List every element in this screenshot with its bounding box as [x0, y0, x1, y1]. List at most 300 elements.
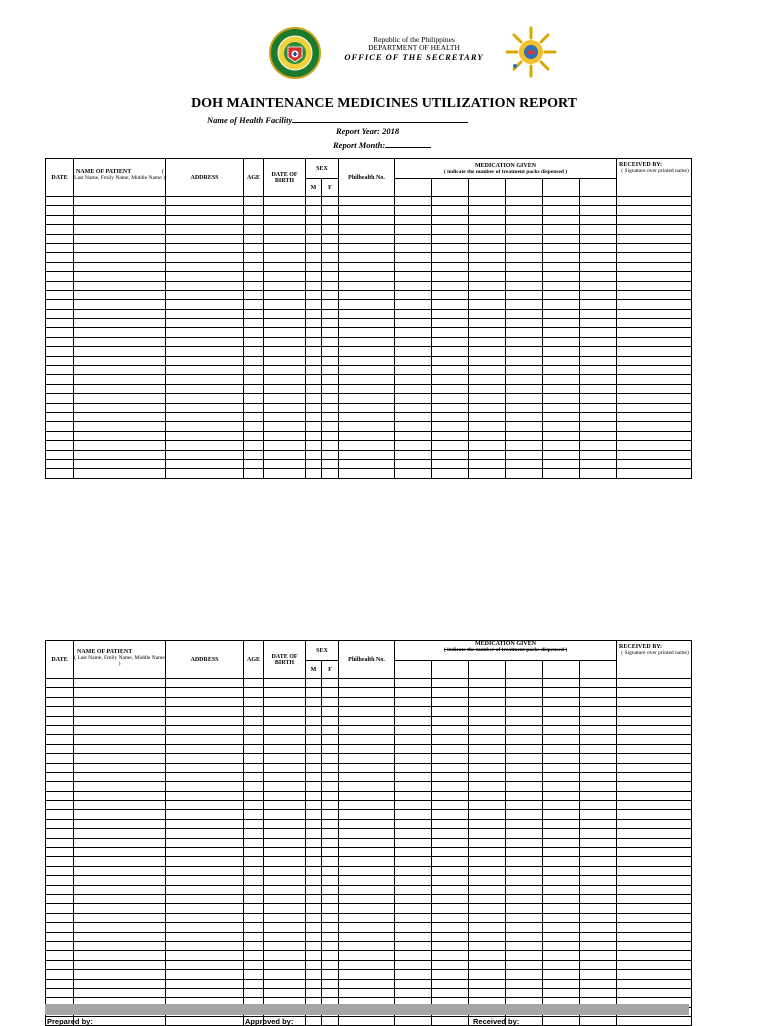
form-cell[interactable]: [432, 951, 469, 960]
form-cell[interactable]: [74, 735, 166, 744]
form-cell[interactable]: [469, 319, 506, 328]
form-cell[interactable]: [306, 885, 322, 894]
form-cell[interactable]: [469, 300, 506, 309]
form-cell[interactable]: [322, 243, 339, 252]
form-cell[interactable]: [244, 469, 264, 478]
form-cell[interactable]: [339, 763, 395, 772]
form-cell[interactable]: [432, 281, 469, 290]
form-cell[interactable]: [166, 403, 244, 412]
form-cell[interactable]: [166, 281, 244, 290]
form-cell[interactable]: [543, 347, 580, 356]
form-cell[interactable]: [580, 300, 617, 309]
form-cell[interactable]: [506, 431, 543, 440]
form-cell[interactable]: [244, 337, 264, 346]
form-cell[interactable]: [322, 735, 339, 744]
form-cell[interactable]: [543, 801, 580, 810]
form-cell[interactable]: [306, 422, 322, 431]
form-cell[interactable]: [264, 848, 306, 857]
form-cell[interactable]: [166, 913, 244, 922]
form-cell[interactable]: [306, 829, 322, 838]
form-cell[interactable]: [506, 970, 543, 979]
form-cell[interactable]: [580, 979, 617, 988]
form-cell[interactable]: [306, 412, 322, 421]
form-cell[interactable]: [322, 866, 339, 875]
form-cell[interactable]: [322, 328, 339, 337]
form-cell[interactable]: [244, 243, 264, 252]
form-cell[interactable]: [395, 697, 432, 706]
form-cell[interactable]: [580, 857, 617, 866]
form-cell[interactable]: [617, 300, 692, 309]
form-cell[interactable]: [543, 782, 580, 791]
form-cell[interactable]: [506, 337, 543, 346]
form-cell[interactable]: [264, 309, 306, 318]
form-cell[interactable]: [617, 772, 692, 781]
form-cell[interactable]: [543, 300, 580, 309]
form-cell[interactable]: [617, 913, 692, 922]
form-cell[interactable]: [264, 810, 306, 819]
form-cell[interactable]: [543, 857, 580, 866]
form-cell[interactable]: [543, 328, 580, 337]
form-cell[interactable]: [264, 716, 306, 725]
form-cell[interactable]: [395, 763, 432, 772]
form-cell[interactable]: [617, 206, 692, 215]
form-cell[interactable]: [46, 904, 74, 913]
form-cell[interactable]: [244, 272, 264, 281]
form-cell[interactable]: [395, 829, 432, 838]
form-cell[interactable]: [264, 801, 306, 810]
form-cell[interactable]: [322, 225, 339, 234]
form-cell[interactable]: [46, 941, 74, 950]
form-cell[interactable]: [74, 441, 166, 450]
form-cell[interactable]: [306, 904, 322, 913]
form-cell[interactable]: [543, 735, 580, 744]
form-cell[interactable]: [264, 688, 306, 697]
form-cell[interactable]: [166, 763, 244, 772]
form-cell[interactable]: [322, 941, 339, 950]
form-cell[interactable]: [469, 328, 506, 337]
form-cell[interactable]: [395, 707, 432, 716]
form-cell[interactable]: [469, 838, 506, 847]
form-cell[interactable]: [580, 459, 617, 468]
form-cell[interactable]: [339, 337, 395, 346]
form-cell[interactable]: [469, 375, 506, 384]
form-cell[interactable]: [46, 366, 74, 375]
form-cell[interactable]: [306, 913, 322, 922]
form-cell[interactable]: [264, 763, 306, 772]
form-cell[interactable]: [543, 412, 580, 421]
form-cell[interactable]: [339, 441, 395, 450]
form-cell[interactable]: [264, 412, 306, 421]
form-cell[interactable]: [617, 688, 692, 697]
form-cell[interactable]: [506, 857, 543, 866]
form-cell[interactable]: [322, 744, 339, 753]
form-cell[interactable]: [617, 754, 692, 763]
form-cell[interactable]: [264, 272, 306, 281]
form-cell[interactable]: [244, 801, 264, 810]
form-cell[interactable]: [506, 941, 543, 950]
form-cell[interactable]: [506, 716, 543, 725]
form-cell[interactable]: [74, 337, 166, 346]
form-cell[interactable]: [395, 309, 432, 318]
form-cell[interactable]: [395, 960, 432, 969]
form-cell[interactable]: [543, 819, 580, 828]
form-cell[interactable]: [432, 894, 469, 903]
form-cell[interactable]: [74, 838, 166, 847]
form-cell[interactable]: [264, 885, 306, 894]
form-cell[interactable]: [469, 735, 506, 744]
form-cell[interactable]: [339, 970, 395, 979]
form-cell[interactable]: [74, 403, 166, 412]
form-cell[interactable]: [322, 754, 339, 763]
form-cell[interactable]: [580, 403, 617, 412]
form-cell[interactable]: [264, 290, 306, 299]
form-cell[interactable]: [580, 866, 617, 875]
form-cell[interactable]: [469, 829, 506, 838]
form-cell[interactable]: [264, 979, 306, 988]
form-cell[interactable]: [580, 412, 617, 421]
form-cell[interactable]: [469, 744, 506, 753]
form-cell[interactable]: [244, 431, 264, 440]
form-cell[interactable]: [395, 441, 432, 450]
form-cell[interactable]: [506, 838, 543, 847]
form-cell[interactable]: [74, 885, 166, 894]
form-cell[interactable]: [264, 253, 306, 262]
form-cell[interactable]: [46, 394, 74, 403]
form-cell[interactable]: [617, 384, 692, 393]
form-cell[interactable]: [322, 913, 339, 922]
form-cell[interactable]: [74, 697, 166, 706]
form-cell[interactable]: [244, 697, 264, 706]
form-cell[interactable]: [322, 725, 339, 734]
form-cell[interactable]: [469, 262, 506, 271]
form-cell[interactable]: [543, 885, 580, 894]
form-cell[interactable]: [322, 988, 339, 997]
form-cell[interactable]: [166, 801, 244, 810]
form-cell[interactable]: [580, 262, 617, 271]
form-cell[interactable]: [339, 272, 395, 281]
form-cell[interactable]: [74, 932, 166, 941]
form-cell[interactable]: [46, 384, 74, 393]
form-cell[interactable]: [432, 707, 469, 716]
form-cell[interactable]: [580, 951, 617, 960]
form-cell[interactable]: [322, 412, 339, 421]
form-cell[interactable]: [74, 782, 166, 791]
form-cell[interactable]: [395, 688, 432, 697]
form-cell[interactable]: [322, 262, 339, 271]
form-cell[interactable]: [46, 688, 74, 697]
form-cell[interactable]: [244, 328, 264, 337]
form-cell[interactable]: [74, 979, 166, 988]
form-cell[interactable]: [395, 422, 432, 431]
form-cell[interactable]: [580, 801, 617, 810]
form-cell[interactable]: [322, 829, 339, 838]
form-cell[interactable]: [306, 234, 322, 243]
form-cell[interactable]: [264, 197, 306, 206]
form-cell[interactable]: [580, 848, 617, 857]
form-cell[interactable]: [306, 782, 322, 791]
form-cell[interactable]: [46, 791, 74, 800]
form-cell[interactable]: [432, 290, 469, 299]
form-cell[interactable]: [46, 300, 74, 309]
form-cell[interactable]: [306, 243, 322, 252]
form-cell[interactable]: [580, 894, 617, 903]
form-cell[interactable]: [469, 243, 506, 252]
form-cell[interactable]: [46, 979, 74, 988]
form-cell[interactable]: [322, 979, 339, 988]
form-cell[interactable]: [339, 234, 395, 243]
form-cell[interactable]: [617, 215, 692, 224]
form-cell[interactable]: [322, 206, 339, 215]
form-cell[interactable]: [46, 772, 74, 781]
form-cell[interactable]: [506, 459, 543, 468]
form-cell[interactable]: [580, 923, 617, 932]
form-cell[interactable]: [617, 725, 692, 734]
form-cell[interactable]: [339, 744, 395, 753]
form-cell[interactable]: [264, 394, 306, 403]
form-cell[interactable]: [244, 932, 264, 941]
form-cell[interactable]: [322, 1017, 339, 1026]
form-cell[interactable]: [244, 829, 264, 838]
form-cell[interactable]: [166, 735, 244, 744]
form-cell[interactable]: [74, 866, 166, 875]
form-cell[interactable]: [506, 791, 543, 800]
form-cell[interactable]: [506, 366, 543, 375]
form-cell[interactable]: [46, 913, 74, 922]
form-cell[interactable]: [506, 707, 543, 716]
form-cell[interactable]: [166, 384, 244, 393]
form-cell[interactable]: [306, 290, 322, 299]
form-cell[interactable]: [395, 356, 432, 365]
form-cell[interactable]: [322, 319, 339, 328]
form-cell[interactable]: [264, 356, 306, 365]
form-cell[interactable]: [339, 281, 395, 290]
form-cell[interactable]: [166, 290, 244, 299]
form-cell[interactable]: [543, 206, 580, 215]
form-cell[interactable]: [244, 970, 264, 979]
form-cell[interactable]: [469, 281, 506, 290]
form-cell[interactable]: [580, 450, 617, 459]
form-cell[interactable]: [74, 375, 166, 384]
form-cell[interactable]: [74, 262, 166, 271]
form-cell[interactable]: [617, 422, 692, 431]
form-cell[interactable]: [244, 725, 264, 734]
form-cell[interactable]: [432, 403, 469, 412]
form-cell[interactable]: [395, 253, 432, 262]
form-cell[interactable]: [506, 829, 543, 838]
form-cell[interactable]: [46, 970, 74, 979]
form-cell[interactable]: [322, 782, 339, 791]
form-cell[interactable]: [432, 441, 469, 450]
form-cell[interactable]: [543, 829, 580, 838]
form-cell[interactable]: [46, 697, 74, 706]
form-cell[interactable]: [74, 243, 166, 252]
form-cell[interactable]: [469, 469, 506, 478]
form-cell[interactable]: [395, 894, 432, 903]
form-cell[interactable]: [432, 829, 469, 838]
form-cell[interactable]: [432, 384, 469, 393]
form-cell[interactable]: [580, 697, 617, 706]
form-cell[interactable]: [580, 782, 617, 791]
form-cell[interactable]: [543, 441, 580, 450]
form-cell[interactable]: [617, 970, 692, 979]
form-cell[interactable]: [264, 215, 306, 224]
form-cell[interactable]: [395, 1017, 432, 1026]
form-cell[interactable]: [46, 234, 74, 243]
form-cell[interactable]: [469, 688, 506, 697]
form-cell[interactable]: [432, 206, 469, 215]
form-cell[interactable]: [244, 979, 264, 988]
form-cell[interactable]: [166, 960, 244, 969]
form-cell[interactable]: [244, 422, 264, 431]
form-cell[interactable]: [432, 979, 469, 988]
form-cell[interactable]: [322, 819, 339, 828]
form-cell[interactable]: [322, 716, 339, 725]
form-cell[interactable]: [432, 763, 469, 772]
form-cell[interactable]: [506, 206, 543, 215]
form-cell[interactable]: [264, 782, 306, 791]
form-cell[interactable]: [166, 716, 244, 725]
form-cell[interactable]: [264, 904, 306, 913]
form-cell[interactable]: [46, 960, 74, 969]
form-cell[interactable]: [46, 848, 74, 857]
form-cell[interactable]: [244, 441, 264, 450]
form-cell[interactable]: [506, 866, 543, 875]
form-cell[interactable]: [74, 829, 166, 838]
form-cell[interactable]: [469, 951, 506, 960]
form-cell[interactable]: [617, 469, 692, 478]
form-cell[interactable]: [74, 328, 166, 337]
form-cell[interactable]: [506, 876, 543, 885]
form-cell[interactable]: [264, 744, 306, 753]
form-cell[interactable]: [339, 319, 395, 328]
form-cell[interactable]: [46, 375, 74, 384]
form-cell[interactable]: [506, 960, 543, 969]
form-cell[interactable]: [469, 197, 506, 206]
form-cell[interactable]: [306, 375, 322, 384]
form-cell[interactable]: [74, 913, 166, 922]
form-cell[interactable]: [264, 366, 306, 375]
form-cell[interactable]: [244, 384, 264, 393]
form-cell[interactable]: [617, 328, 692, 337]
form-cell[interactable]: [395, 801, 432, 810]
form-cell[interactable]: [264, 970, 306, 979]
form-cell[interactable]: [395, 469, 432, 478]
form-cell[interactable]: [395, 459, 432, 468]
form-cell[interactable]: [339, 725, 395, 734]
form-cell[interactable]: [306, 744, 322, 753]
form-cell[interactable]: [395, 970, 432, 979]
form-cell[interactable]: [580, 932, 617, 941]
form-cell[interactable]: [244, 782, 264, 791]
form-cell[interactable]: [322, 441, 339, 450]
form-cell[interactable]: [395, 923, 432, 932]
form-cell[interactable]: [244, 857, 264, 866]
form-cell[interactable]: [322, 960, 339, 969]
form-cell[interactable]: [46, 744, 74, 753]
form-cell[interactable]: [617, 988, 692, 997]
form-cell[interactable]: [395, 403, 432, 412]
form-cell[interactable]: [506, 885, 543, 894]
form-cell[interactable]: [506, 215, 543, 224]
form-cell[interactable]: [46, 225, 74, 234]
form-cell[interactable]: [469, 819, 506, 828]
form-cell[interactable]: [264, 913, 306, 922]
form-cell[interactable]: [322, 923, 339, 932]
form-cell[interactable]: [306, 328, 322, 337]
form-cell[interactable]: [166, 857, 244, 866]
form-cell[interactable]: [322, 801, 339, 810]
form-cell[interactable]: [543, 772, 580, 781]
form-cell[interactable]: [432, 819, 469, 828]
form-cell[interactable]: [244, 960, 264, 969]
form-cell[interactable]: [306, 838, 322, 847]
form-cell[interactable]: [580, 904, 617, 913]
form-cell[interactable]: [543, 262, 580, 271]
form-cell[interactable]: [543, 941, 580, 950]
form-cell[interactable]: [339, 754, 395, 763]
form-cell[interactable]: [617, 979, 692, 988]
form-cell[interactable]: [395, 885, 432, 894]
form-cell[interactable]: [469, 309, 506, 318]
form-cell[interactable]: [74, 894, 166, 903]
form-cell[interactable]: [617, 923, 692, 932]
form-cell[interactable]: [339, 707, 395, 716]
form-cell[interactable]: [543, 281, 580, 290]
form-cell[interactable]: [264, 375, 306, 384]
form-cell[interactable]: [339, 951, 395, 960]
form-cell[interactable]: [469, 356, 506, 365]
form-cell[interactable]: [264, 772, 306, 781]
form-cell[interactable]: [244, 225, 264, 234]
form-cell[interactable]: [543, 290, 580, 299]
form-cell[interactable]: [166, 707, 244, 716]
form-cell[interactable]: [395, 725, 432, 734]
form-cell[interactable]: [580, 679, 617, 688]
form-cell[interactable]: [580, 253, 617, 262]
form-cell[interactable]: [580, 309, 617, 318]
form-cell[interactable]: [432, 810, 469, 819]
form-cell[interactable]: [506, 234, 543, 243]
form-cell[interactable]: [432, 328, 469, 337]
form-cell[interactable]: [166, 243, 244, 252]
form-cell[interactable]: [74, 716, 166, 725]
form-cell[interactable]: [395, 337, 432, 346]
form-cell[interactable]: [339, 412, 395, 421]
form-cell[interactable]: [469, 894, 506, 903]
form-cell[interactable]: [395, 791, 432, 800]
form-cell[interactable]: [432, 469, 469, 478]
form-cell[interactable]: [339, 1017, 395, 1026]
form-cell[interactable]: [322, 347, 339, 356]
form-cell[interactable]: [617, 366, 692, 375]
form-cell[interactable]: [469, 913, 506, 922]
form-cell[interactable]: [506, 754, 543, 763]
form-cell[interactable]: [432, 782, 469, 791]
form-cell[interactable]: [432, 319, 469, 328]
form-cell[interactable]: [74, 206, 166, 215]
form-cell[interactable]: [74, 225, 166, 234]
form-cell[interactable]: [264, 459, 306, 468]
form-cell[interactable]: [617, 951, 692, 960]
form-cell[interactable]: [506, 772, 543, 781]
form-cell[interactable]: [322, 450, 339, 459]
form-cell[interactable]: [469, 394, 506, 403]
form-cell[interactable]: [432, 394, 469, 403]
form-cell[interactable]: [264, 819, 306, 828]
form-cell[interactable]: [166, 848, 244, 857]
form-cell[interactable]: [432, 431, 469, 440]
form-cell[interactable]: [244, 735, 264, 744]
